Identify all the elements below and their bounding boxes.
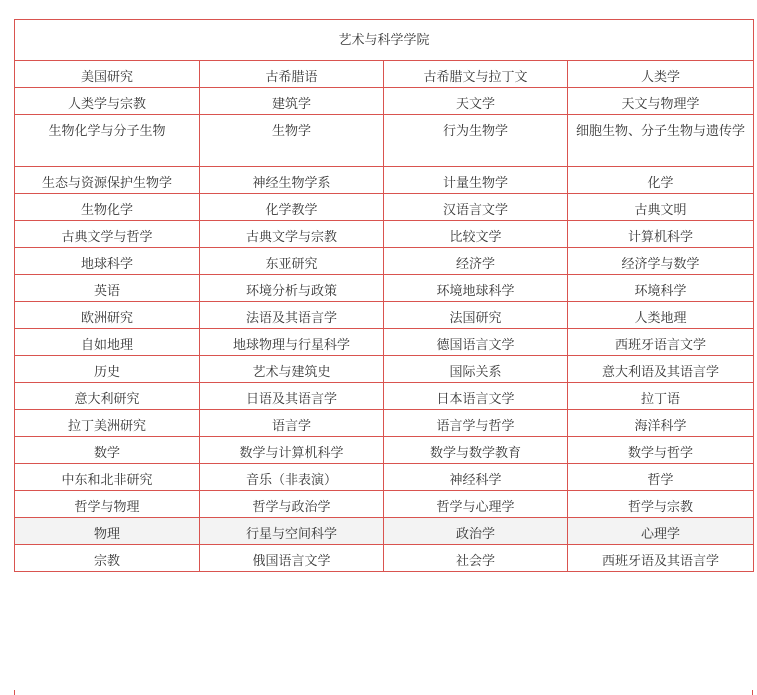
table-row [15,61,754,88]
table-row [15,115,754,167]
table-cell: 数学与计算机科学 [200,437,384,464]
table-cell: 历史 [15,356,200,383]
table-row [15,437,754,464]
table-cell: 东亚研究 [200,248,384,275]
table-cell: 古典文学与哲学 [15,221,200,248]
table-cell: 建筑学 [200,88,384,115]
table-cell: 西班牙语言文学 [568,329,754,356]
table-cell: 语言学 [200,410,384,437]
table-cell: 哲学与宗教 [568,491,754,518]
table-cell: 天文与物理学 [568,88,754,115]
table-cell: 哲学 [568,464,754,491]
table-cell: 天文学 [384,88,568,115]
table-cell: 经济学 [384,248,568,275]
table-cell: 俄国语言文学 [200,545,384,572]
table-cell: 宗教 [15,545,200,572]
table-cell: 数学与哲学 [568,437,754,464]
table-cell: 数学与数学教育 [384,437,568,464]
table-cell: 英语 [15,275,200,302]
table-row [15,329,754,356]
table-cell: 细胞生物、分子生物与遗传学 [568,115,754,167]
programs-table [14,19,754,572]
table-cell: 拉丁语 [568,383,754,410]
table-cell: 意大利研究 [15,383,200,410]
table-cell: 生物化学与分子生物 [15,115,200,167]
table-cell: 社会学 [384,545,568,572]
table-cell: 地球物理与行星科学 [200,329,384,356]
table-row [15,491,754,518]
table-cell: 哲学与心理学 [384,491,568,518]
table-cell: 数学 [15,437,200,464]
table-continuation-edge [14,690,753,695]
table-row [15,410,754,437]
table-cell: 化学教学 [200,194,384,221]
table-title-row [15,20,754,61]
table-row [15,248,754,275]
table-cell: 环境分析与政策 [200,275,384,302]
table-cell: 政治学 [384,518,568,545]
table-cell: 计量生物学 [384,167,568,194]
table-cell: 行为生物学 [384,115,568,167]
table-row [15,88,754,115]
table-cell: 艺术与建筑史 [200,356,384,383]
table-cell: 西班牙语及其语言学 [568,545,754,572]
table-cell: 计算机科学 [568,221,754,248]
table-cell: 生态与资源保护生物学 [15,167,200,194]
table-row [15,275,754,302]
table-cell: 德国语言文学 [384,329,568,356]
table-cell: 环境科学 [568,275,754,302]
table-row [15,302,754,329]
table-cell: 国际关系 [384,356,568,383]
table-cell: 神经科学 [384,464,568,491]
table-cell: 欧洲研究 [15,302,200,329]
table-cell: 比较文学 [384,221,568,248]
table-cell: 海洋科学 [568,410,754,437]
table-cell: 物理 [15,518,200,545]
table-cell: 地球科学 [15,248,200,275]
table-cell: 古典文明 [568,194,754,221]
table-cell: 音乐（非表演） [200,464,384,491]
table-row [15,221,754,248]
table-cell: 人类学 [568,61,754,88]
table-title: 艺术与科学学院 [15,20,754,61]
table-cell: 古典文学与宗教 [200,221,384,248]
table-cell: 哲学与政治学 [200,491,384,518]
table-cell: 化学 [568,167,754,194]
table-cell: 生物化学 [15,194,200,221]
table-row [15,545,754,572]
table-cell: 中东和北非研究 [15,464,200,491]
table-cell: 自如地理 [15,329,200,356]
table-cell: 日语及其语言学 [200,383,384,410]
table-cell: 人类地理 [568,302,754,329]
table-row [15,383,754,410]
table-cell: 环境地球科学 [384,275,568,302]
table-cell: 经济学与数学 [568,248,754,275]
table-cell: 古希腊文与拉丁文 [384,61,568,88]
table-cell: 日本语言文学 [384,383,568,410]
table-cell: 法语及其语言学 [200,302,384,329]
table-row [15,464,754,491]
table-cell: 法国研究 [384,302,568,329]
table-row [15,167,754,194]
table-row [15,194,754,221]
table-cell: 生物学 [200,115,384,167]
table-row [15,356,754,383]
table-cell: 心理学 [568,518,754,545]
table-cell: 行星与空间科学 [200,518,384,545]
table-cell: 语言学与哲学 [384,410,568,437]
table-row-highlighted [15,518,754,545]
table-cell: 古希腊语 [200,61,384,88]
table-cell: 拉丁美洲研究 [15,410,200,437]
table-cell: 神经生物学系 [200,167,384,194]
table-cell: 哲学与物理 [15,491,200,518]
table-cell: 汉语言文学 [384,194,568,221]
table-cell: 美国研究 [15,61,200,88]
table-cell: 人类学与宗教 [15,88,200,115]
table-cell: 意大利语及其语言学 [568,356,754,383]
